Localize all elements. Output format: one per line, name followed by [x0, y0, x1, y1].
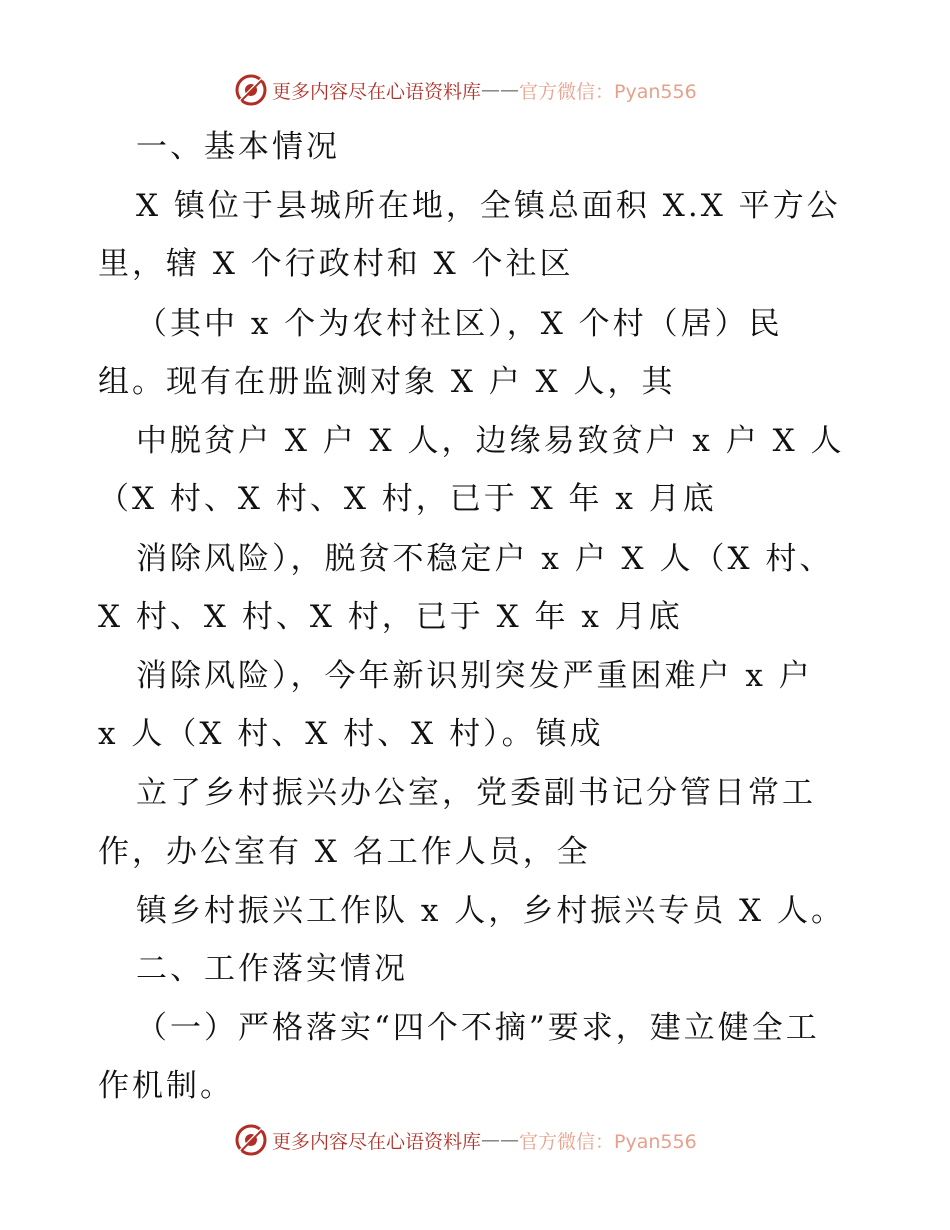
- seal-logo-icon: [234, 73, 268, 107]
- section-heading-basic: 一、基本情况: [136, 129, 340, 165]
- watermark-brand: 更多内容尽在心语资料库: [272, 1130, 482, 1153]
- paragraph-line: x 人（X 村、X 村、X 村）。镇成: [98, 716, 604, 752]
- watermark-wechat: 官方微信：Pyan556: [519, 80, 697, 103]
- paragraph-line: 消除风险），脱贫不稳定户 x 户 X 人（X 村、: [136, 541, 834, 577]
- header-watermark: [234, 72, 697, 108]
- paragraph-line: 作机制。: [98, 1068, 234, 1104]
- section-heading-work: 二、工作落实情况: [136, 951, 408, 987]
- paragraph-line: 中脱贫户 X 户 X 人，边缘易致贫户 x 户 X 人: [136, 423, 845, 459]
- watermark-separator: ——: [481, 1129, 520, 1151]
- paragraph-line: 组。现有在册监测对象 X 户 X 人，其: [98, 364, 676, 400]
- seal-logo-icon: [234, 1123, 268, 1157]
- footer-watermark: [234, 1122, 697, 1158]
- paragraph-line: 消除风险），今年新识别突发严重困难户 x 户: [136, 658, 813, 694]
- watermark-separator: ——: [481, 79, 520, 101]
- watermark-brand: 更多内容尽在心语资料库: [272, 80, 482, 103]
- paragraph-line: （其中 x 个为农村社区），X 个村（居）民: [136, 306, 783, 342]
- paragraph-line: 镇乡村振兴工作队 x 人，乡村振兴专员 X 人。: [136, 893, 845, 929]
- paragraph-line: 里，辖 X 个行政村和 X 个社区: [98, 246, 574, 282]
- watermark-wechat: 官方微信：Pyan556: [519, 1130, 697, 1153]
- paragraph-line: 作，办公室有 X 名工作人员，全: [98, 834, 591, 870]
- paragraph-line: （X 村、X 村、X 村，已于 X 年 x 月底: [98, 481, 717, 517]
- paragraph-line: X 镇位于县城所在地，全镇总面积 X.X 平方公: [136, 188, 841, 224]
- paragraph-line: 立了乡村振兴办公室，党委副书记分管日常工: [136, 775, 816, 811]
- paragraph-line: X 村、X 村、X 村，已于 X 年 x 月底: [98, 599, 683, 635]
- subsection-heading: （一）严格落实“四个不摘”要求，建立健全工: [136, 1010, 820, 1046]
